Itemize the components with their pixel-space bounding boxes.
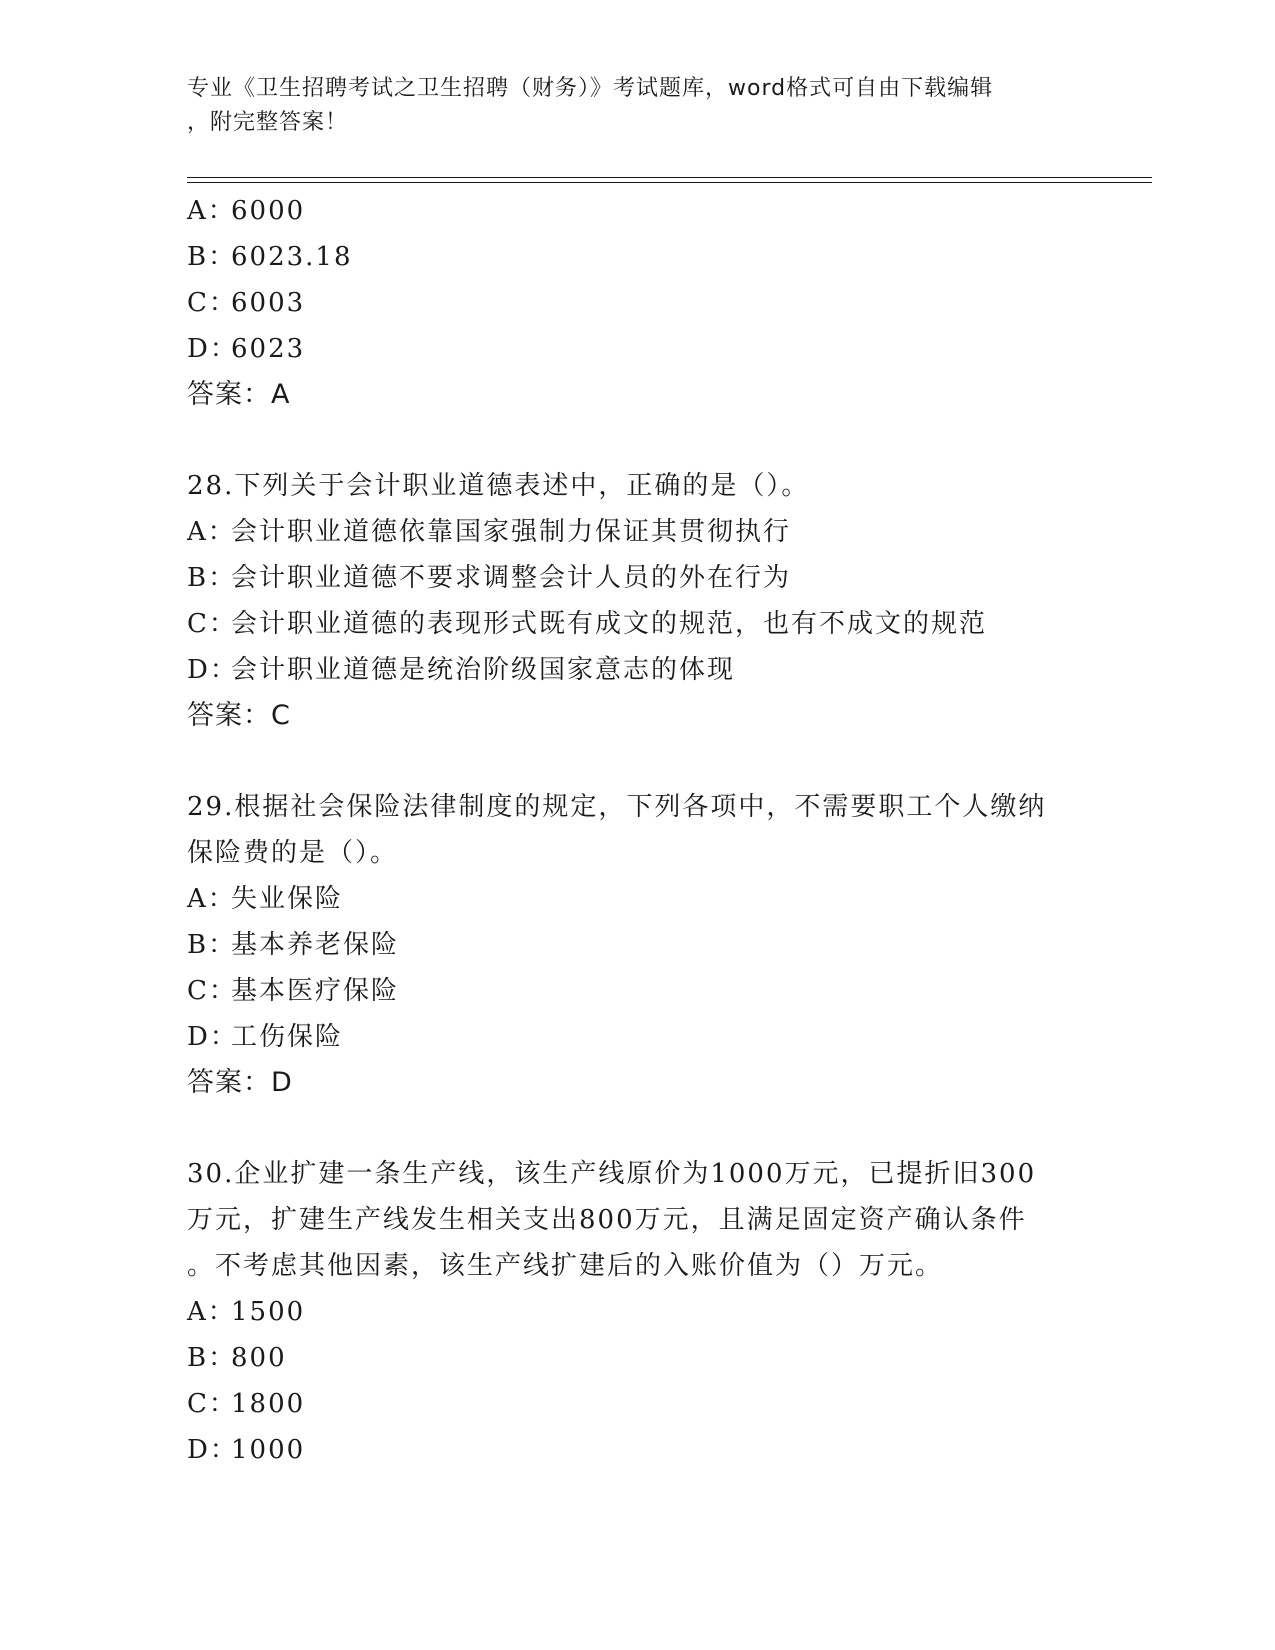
question-text: 28.下列关于会计职业道德表述中，正确的是（）。	[187, 471, 810, 501]
question-text: 30.企业扩建一条生产线，该生产线原价为1000万元，已提折旧300	[187, 1159, 1037, 1189]
option-d: D：会计职业道德是统治阶级国家意志的体现	[187, 655, 736, 685]
question-text: 29.根据社会保险法律制度的规定，下列各项中，不需要职工个人缴纳	[187, 792, 1047, 822]
question-block-28	[187, 463, 1087, 739]
question-block-29	[187, 784, 1087, 1106]
question-block-30	[187, 1151, 1087, 1473]
option-b: B：800	[187, 1343, 287, 1373]
question-text-continued: 保险费的是（）。	[187, 838, 399, 868]
option-d: D：6023	[187, 334, 306, 364]
question-list	[187, 188, 1087, 1473]
option-a: A：6000	[187, 196, 306, 226]
option-c: C：基本医疗保险	[187, 976, 400, 1006]
option-b: B：6023.18	[187, 242, 353, 272]
header-line-1: 专业《卫生招聘考试之卫生招聘（财务）》考试题库，word格式可自由下载编辑	[187, 76, 994, 101]
option-a: A：会计职业道德依靠国家强制力保证其贯彻执行	[187, 517, 792, 547]
header-divider-bottom	[187, 182, 1152, 183]
option-c: C：1800	[187, 1389, 306, 1419]
option-b: B：基本养老保险	[187, 930, 400, 960]
option-b: B：会计职业道德不要求调整会计人员的外在行为	[187, 563, 792, 593]
header-line-2: ，附完整答案！	[187, 110, 349, 135]
document-header	[187, 72, 1087, 140]
answer-line: 答案：D	[187, 1067, 293, 1098]
option-a: A：失业保险	[187, 884, 344, 914]
question-text-continued: 。不考虑其他因素，该生产线扩建后的入账价值为（）万元。	[187, 1251, 944, 1281]
option-c: C：会计职业道德的表现形式既有成文的规范，也有不成文的规范	[187, 609, 988, 639]
answer-line: 答案：C	[187, 700, 291, 731]
option-d: D：工伤保险	[187, 1022, 344, 1052]
option-d: D：1000	[187, 1435, 306, 1465]
question-block-prev	[187, 188, 1087, 418]
option-a: A：1500	[187, 1297, 306, 1327]
answer-line: 答案：A	[187, 379, 291, 410]
question-text-continued: 万元，扩建生产线发生相关支出800万元，且满足固定资产确认条件	[187, 1205, 1027, 1235]
option-c: C：6003	[187, 288, 306, 318]
header-divider-top	[187, 177, 1152, 178]
